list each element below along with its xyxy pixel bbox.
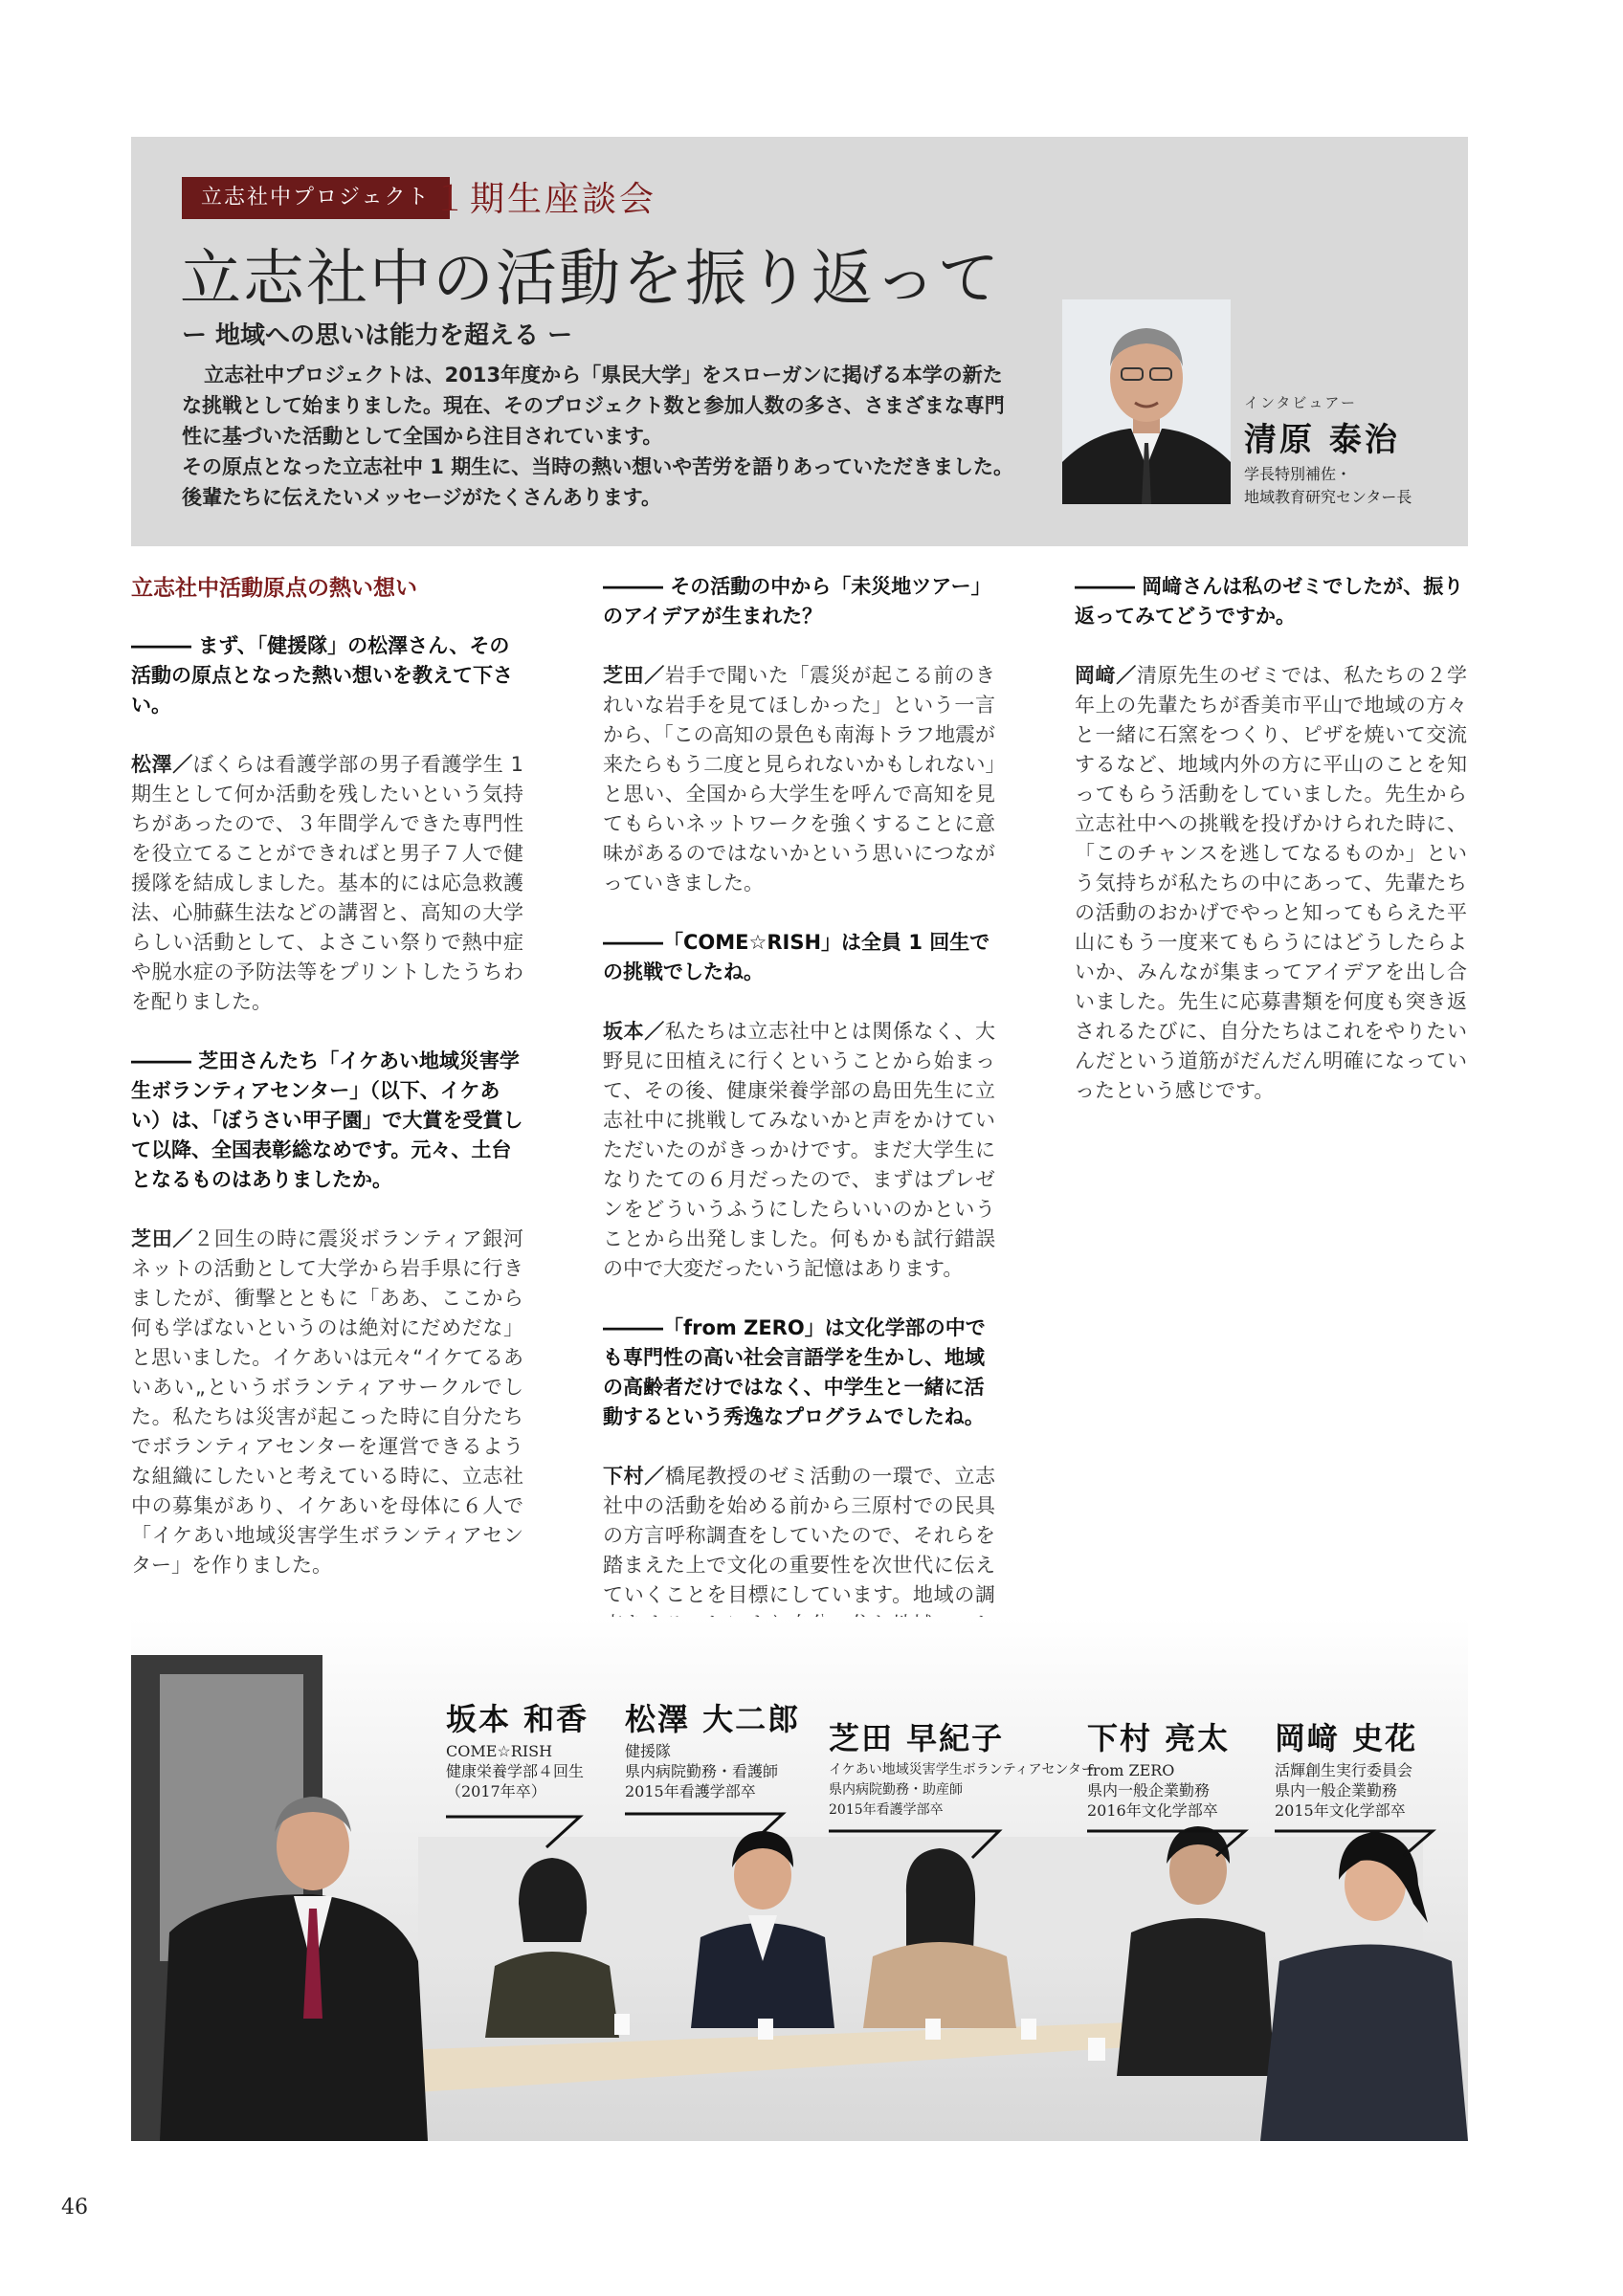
participant-status: 2016年文化学部卒 [1087,1801,1218,1820]
caption-pointer [829,1827,1020,1866]
affiliation-line: 地域教育研究センター長 [1244,488,1412,506]
speaker-label: 芝田／ [603,664,665,687]
participant-info [446,1741,584,1801]
affiliation-line: 学長特別補佐・ [1244,465,1352,483]
lead-paragraph: 立志社中プロジェクトは、2013年度から「県民大学」をスローガンに掲げる本学の新たな挑戦として始まりました。現在、そのプロジェクト数と参加人数の多さ、さまざまな専門性に基づいた活動として全国から注目されています。 [182,364,1005,448]
participant-group: COME☆RISH [446,1742,553,1760]
participant-status: 県内病院勤務・助産師 [829,1782,963,1798]
participant-name: 松澤 大二郎 [625,1701,801,1737]
section-heading: 立志社中活動原点の熱い想い [131,576,417,601]
caption-pointer [446,1813,609,1851]
subtitle: ー 地域への思いは能力を超える ー [182,321,573,350]
answer [1075,661,1467,1106]
answer-text: 清原先生のゼミでは、私たちの２学年上の先輩たちが香美市平山で地域の方々と一緒に石窯をつくり、ピザを焼いて交流するなど、地域内外の方に平山のことを知ってもらう活動をしていました。先生から立志社中への挑戦を投げかけられた時に、「このチャンスを逃してなるものか」という気持ちが私たちの中にあって、先輩たちの活動のおかげでやっと知ってもらえた平山にもう一度来てもらうにはどうしたらよいか、みんなが集まってアイデアを出し合いました。先生に応募書類を何度も突き返されるたびに、自分たちはこれをやりたいんだという道筋がだんだん明確になっていったという感じです。 [1075,664,1468,1102]
answer [131,750,523,1017]
caption-pointer [1087,1827,1259,1866]
participant-status: 県内一般企業勤務 [1275,1781,1398,1799]
caption-pointer [1275,1827,1447,1866]
speaker-label: 下村／ [603,1465,665,1488]
caption-pointer [625,1810,807,1848]
interviewer-photo [1062,299,1231,504]
participant-status: 県内一般企業勤務 [1087,1781,1211,1799]
interviewer-role: インタビュアー [1244,394,1357,411]
answer-text: 岩手で聞いた「震災が起こる前のきれいな岩手を見てほしかった」という一言から、「この高知の景色も南海トラフ地震が来たらもう二度と見られないかもしれない」と思い、全国から大学生を呼んで高知を見てもらいネットワークを強くすることに意味があるのではないかという思いにつながっていきました。 [603,664,996,894]
page-title: 立志社中の活動を振り返って [180,244,1001,315]
answer-text: ２回生の時に震災ボランティア銀河ネットの活動として大学から岩手県に行きましたが、衝撃とともに「ああ、ここから何も学ばないというのは絶対にだめだな」と思いました。イケあいは元々“イケてるあいあい„というボランティアサークルでした。私たちは災害が起こった時に自分たちでボランティアセンターを運営できるような組織にしたいと考えている時に、立志社中の募集があり、イケあいを母体に６人で「イケあい地域災害学生ボランティアセンター」を作りました。 [131,1227,524,1577]
participant-status: 県内病院勤務・看護師 [625,1762,779,1780]
answer [603,1017,995,1284]
series-title: １期生座談会 [433,180,657,219]
question: ―――「from ZERO」は文化学部の中でも専門性の高い社会言語学を生かし、地域の高齢者だけではなく、中学生と一緒に活動するという秀逸なプログラムでしたね。 [603,1316,986,1428]
lead-paragraph: その原点となった立志社中 1 期生に、当時の熱い想いや苦労を語りあっていただきました。後輩たちに伝えたいメッセージがたくさんあります。 [182,455,1014,509]
participant-group: from ZERO [1087,1761,1175,1779]
answer [131,1225,523,1580]
interviewer-name: 清原 泰治 [1244,421,1400,459]
participant-status: 2015年看護学部卒 [829,1802,944,1818]
question: ――― その活動の中から「未災地ツアー」のアイデアが生まれた？ [603,575,991,628]
lead-text [182,360,1014,513]
speaker-label: 坂本／ [603,1020,665,1043]
answer-text: 橋尾教授のゼミ活動の一環で、立志社中の活動を始める前から三原村での民具の方言呼称調査をしていたので、それらを踏まえた上で文化の重要性を次世代に伝えていくことを目標にしています。地域の調 [603,1465,995,1606]
answer [603,661,995,898]
participant-info [1275,1760,1412,1821]
project-tag: 立志社中プロジェクト [182,177,450,219]
participant-group: 活輝創生実行委員会 [1275,1761,1413,1779]
participant-status: 2015年文化学部卒 [1275,1801,1406,1820]
participant-name: 坂本 和香 [446,1701,589,1737]
article-column-3 [1075,572,1467,1136]
participant-group: イケあい地域災害学生ボランティアセンター [829,1762,1095,1777]
speaker-label: 芝田／ [131,1227,194,1250]
participant-status: 2015年看護学部卒 [625,1782,756,1800]
answer-text: ぼくらは看護学部の男子看護学生 1 期生として何か活動を残したいという気持ちがあったので、３年間学んできた専門性を役立てることができればと男子７人で健援隊を結成しました。基本的には応急救護法、心肺蘇生法などの講習と、高知の大学らしい活動として、よさこい祭りで熱中症や脱水症の予防法等をプリントしたうちわを配りました。 [131,753,523,1013]
participant-info [625,1741,778,1801]
answer-text: 私たちは立志社中とは関係なく、大野見に田植えに行くということから始まって、その後、健康栄養学部の島田先生に立志社中に挑戦してみないかと声をかけていただいたのがきっかけです。まだ大学生になりたての６月だったので、まずはプレゼンをどういうふうにしたらいいのかということから出発しました。何もかも試行錯誤の中で大変だったいう記憶はあります。 [603,1020,995,1280]
participant-status: 健康栄養学部４回生 [446,1762,585,1780]
page-number: 46 [61,2196,88,2219]
participant-name: 岡﨑 史花 [1275,1720,1418,1756]
participant-name: 下村 亮太 [1087,1720,1231,1756]
participant-status: （2017年卒） [446,1782,546,1800]
question: ―――「COME☆RISH」は全員 1 回生での挑戦でしたね。 [603,931,990,983]
question: ――― まず、「健援隊」の松澤さん、その活動の原点となった熱い想いを教えて下さい。 [131,634,513,717]
group-photo [131,1617,1468,2141]
participant-info [829,1760,1095,1821]
participant-group: 健援隊 [625,1742,672,1760]
article-column-2 [603,572,995,1729]
participant-info [1087,1760,1218,1821]
interviewer-affiliation [1244,463,1412,509]
article-column-1 [131,572,523,1610]
speaker-label: 岡﨑／ [1075,664,1137,687]
participant-name: 芝田 早紀子 [829,1720,1005,1756]
question: ――― 芝田さんたち「イケあい地域災害学生ボランティアセンター」（以下、イケあい）は、「ぼうさい甲子園」で大賞を受賞して以降、全国表彰総なめです。元々、土台となるものはありましたか。 [131,1049,523,1191]
speaker-label: 松澤／ [131,753,193,776]
question: ――― 岡﨑さんは私のゼミでしたが、振り返ってみてどうですか。 [1075,575,1464,628]
